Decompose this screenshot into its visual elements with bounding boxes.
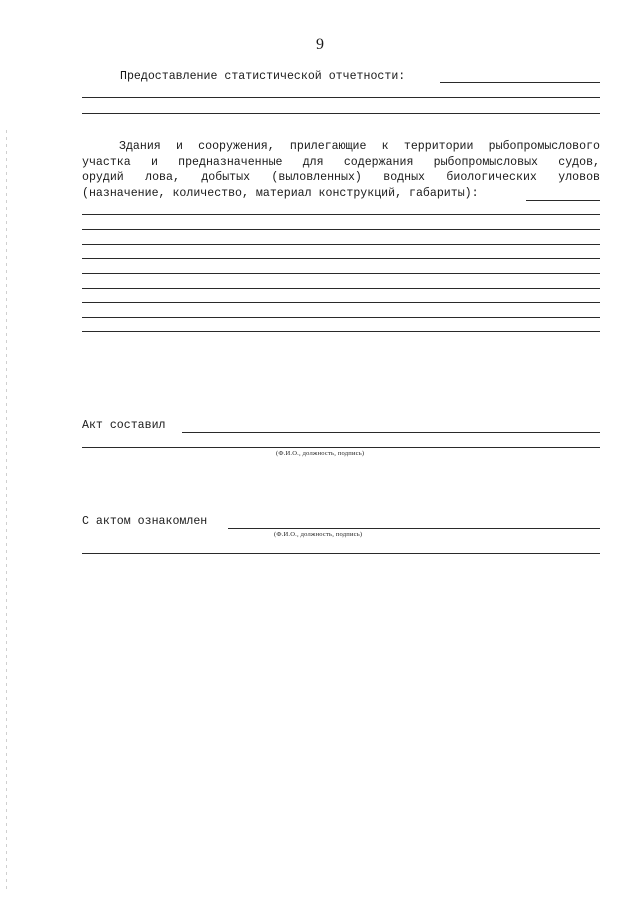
buildings-paragraph [82,139,600,201]
scan-edge-artifact [6,130,7,890]
acquainted-second-line[interactable] [82,553,600,554]
buildings-blank-line-9[interactable] [82,331,600,332]
reporting-blank-line-1[interactable] [82,97,600,98]
buildings-blank-line-1[interactable] [82,214,600,215]
reporting-blank-line-2[interactable] [82,113,600,114]
compiled-by-caption: (Ф.И.О., должность, подпись) [276,450,365,457]
acquainted-label: С актом ознакомлен [82,515,208,528]
acquainted-caption: (Ф.И.О., должность, подпись) [274,531,363,538]
paragraph-line-1: Здания и сооружения, прилегающие к территории рыбопромыслового [119,140,600,153]
compiled-by-label: Акт составил [82,419,166,432]
buildings-blank-line-7[interactable] [82,302,600,303]
reporting-fill-line[interactable] [440,82,600,83]
buildings-blank-line-4[interactable] [82,258,600,259]
buildings-blank-line-5[interactable] [82,273,600,274]
paragraph-line-2: участка и предназначенные для содержания рыбопромысловых судов, [82,155,600,169]
buildings-blank-line-3[interactable] [82,244,600,245]
buildings-fill-line[interactable] [526,200,600,201]
compiled-by-second-line[interactable] [82,447,600,448]
buildings-blank-line-2[interactable] [82,229,600,230]
buildings-blank-line-6[interactable] [82,288,600,289]
paragraph-line-4: (назначение, количество, материал конструкций, габариты): [82,186,479,200]
compiled-by-fill-line[interactable] [182,432,600,433]
page-number: 9 [316,36,324,53]
reporting-label: Предоставление статистической отчетности: [120,70,406,83]
acquainted-fill-line[interactable] [228,528,600,529]
buildings-blank-line-8[interactable] [82,317,600,318]
paragraph-line-3: орудий лова, добытых (выловленных) водных биологических уловов [82,171,600,185]
